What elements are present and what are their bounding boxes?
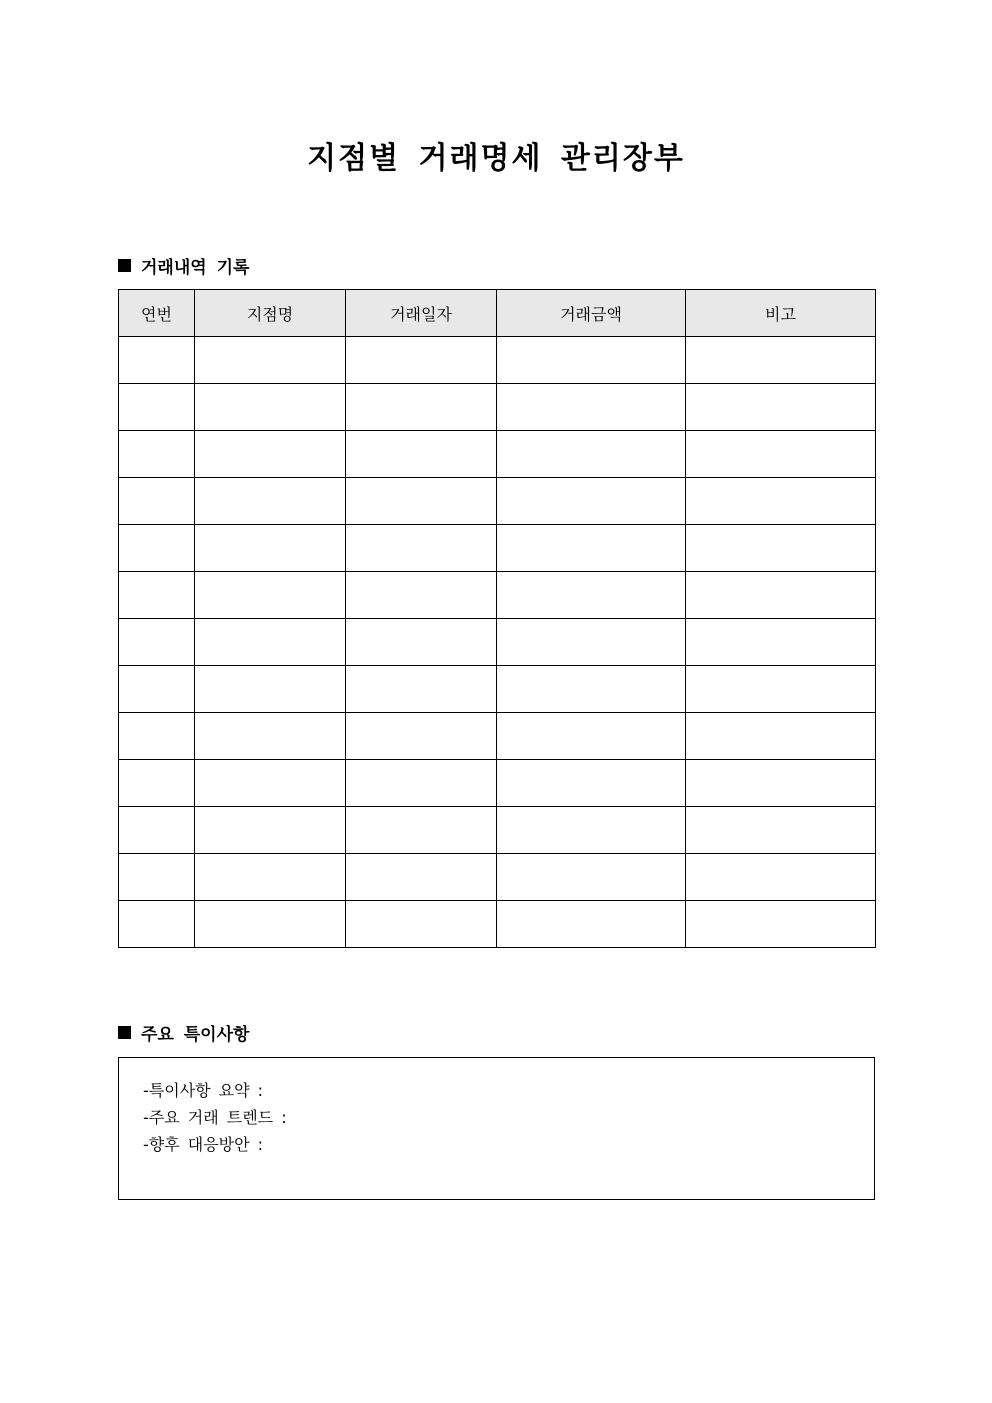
table-cell-serial[interactable] <box>119 525 195 572</box>
table-cell-remarks[interactable] <box>686 431 876 478</box>
table-cell-serial[interactable] <box>119 713 195 760</box>
table-row <box>119 760 876 807</box>
table-cell-branch[interactable] <box>195 478 346 525</box>
note-line-plan[interactable]: -향후 대응방안 : <box>143 1135 264 1154</box>
transactions-table <box>118 289 876 948</box>
table-cell-serial[interactable] <box>119 807 195 854</box>
table-cell-branch[interactable] <box>195 901 346 948</box>
table-cell-remarks[interactable] <box>686 666 876 713</box>
column-header-serial: 연번 <box>119 290 195 337</box>
table-cell-date[interactable] <box>346 431 497 478</box>
table-cell-amount[interactable] <box>497 525 686 572</box>
table-row <box>119 525 876 572</box>
table-cell-branch[interactable] <box>195 854 346 901</box>
table-cell-serial[interactable] <box>119 478 195 525</box>
table-cell-amount[interactable] <box>497 337 686 384</box>
notes-box <box>118 1057 875 1200</box>
table-row <box>119 901 876 948</box>
transactions-section-label: 거래내역 기록 <box>141 258 250 278</box>
table-row <box>119 619 876 666</box>
table-cell-date[interactable] <box>346 525 497 572</box>
table-cell-branch[interactable] <box>195 666 346 713</box>
table-cell-branch[interactable] <box>195 713 346 760</box>
table-cell-date[interactable] <box>346 760 497 807</box>
table-cell-remarks[interactable] <box>686 901 876 948</box>
table-cell-date[interactable] <box>346 807 497 854</box>
column-header-amount: 거래금액 <box>497 290 686 337</box>
table-cell-amount[interactable] <box>497 478 686 525</box>
table-cell-remarks[interactable] <box>686 337 876 384</box>
table-cell-branch[interactable] <box>195 337 346 384</box>
table-cell-amount[interactable] <box>497 901 686 948</box>
table-cell-date[interactable] <box>346 619 497 666</box>
table-cell-date[interactable] <box>346 384 497 431</box>
table-cell-branch[interactable] <box>195 619 346 666</box>
table-cell-serial[interactable] <box>119 760 195 807</box>
table-cell-branch[interactable] <box>195 760 346 807</box>
table-cell-amount[interactable] <box>497 666 686 713</box>
table-row <box>119 713 876 760</box>
table-cell-remarks[interactable] <box>686 384 876 431</box>
page-title: 지점별 거래명세 관리장부 <box>307 141 685 176</box>
table-cell-amount[interactable] <box>497 713 686 760</box>
table-header-row <box>119 290 876 337</box>
table-cell-date[interactable] <box>346 666 497 713</box>
table-cell-remarks[interactable] <box>686 760 876 807</box>
table-cell-serial[interactable] <box>119 384 195 431</box>
table-cell-remarks[interactable] <box>686 572 876 619</box>
table-cell-serial[interactable] <box>119 431 195 478</box>
table-row <box>119 478 876 525</box>
table-cell-branch[interactable] <box>195 525 346 572</box>
table-cell-branch[interactable] <box>195 384 346 431</box>
table-cell-serial[interactable] <box>119 337 195 384</box>
table-cell-remarks[interactable] <box>686 478 876 525</box>
table-cell-remarks[interactable] <box>686 713 876 760</box>
table-cell-branch[interactable] <box>195 807 346 854</box>
table-row <box>119 337 876 384</box>
square-bullet-icon <box>118 1026 131 1039</box>
table-cell-amount[interactable] <box>497 431 686 478</box>
table-cell-serial[interactable] <box>119 854 195 901</box>
table-row <box>119 431 876 478</box>
note-line-summary[interactable]: -특이사항 요약 : <box>143 1081 264 1100</box>
table-row <box>119 666 876 713</box>
square-bullet-icon <box>118 259 131 272</box>
table-cell-branch[interactable] <box>195 431 346 478</box>
table-cell-remarks[interactable] <box>686 619 876 666</box>
table-cell-date[interactable] <box>346 337 497 384</box>
table-cell-serial[interactable] <box>119 666 195 713</box>
table-cell-remarks[interactable] <box>686 807 876 854</box>
table-cell-serial[interactable] <box>119 901 195 948</box>
transactions-table-body <box>119 337 876 948</box>
table-cell-amount[interactable] <box>497 384 686 431</box>
table-row <box>119 384 876 431</box>
table-cell-serial[interactable] <box>119 619 195 666</box>
table-cell-amount[interactable] <box>497 854 686 901</box>
column-header-branch: 지점명 <box>195 290 346 337</box>
table-row <box>119 572 876 619</box>
table-row <box>119 854 876 901</box>
table-cell-date[interactable] <box>346 572 497 619</box>
transactions-section-heading <box>118 253 249 278</box>
table-cell-serial[interactable] <box>119 572 195 619</box>
table-cell-date[interactable] <box>346 854 497 901</box>
table-cell-remarks[interactable] <box>686 854 876 901</box>
table-cell-date[interactable] <box>346 478 497 525</box>
notes-section-heading <box>118 1020 249 1045</box>
notes-section-label: 주요 특이사항 <box>141 1025 250 1045</box>
table-cell-amount[interactable] <box>497 572 686 619</box>
table-cell-amount[interactable] <box>497 807 686 854</box>
table-cell-amount[interactable] <box>497 619 686 666</box>
note-line-trend[interactable]: -주요 거래 트렌드 : <box>143 1108 287 1127</box>
table-cell-branch[interactable] <box>195 572 346 619</box>
table-cell-amount[interactable] <box>497 760 686 807</box>
table-cell-remarks[interactable] <box>686 525 876 572</box>
column-header-date: 거래일자 <box>346 290 497 337</box>
column-header-remarks: 비고 <box>686 290 876 337</box>
table-cell-date[interactable] <box>346 713 497 760</box>
table-cell-date[interactable] <box>346 901 497 948</box>
table-row <box>119 807 876 854</box>
